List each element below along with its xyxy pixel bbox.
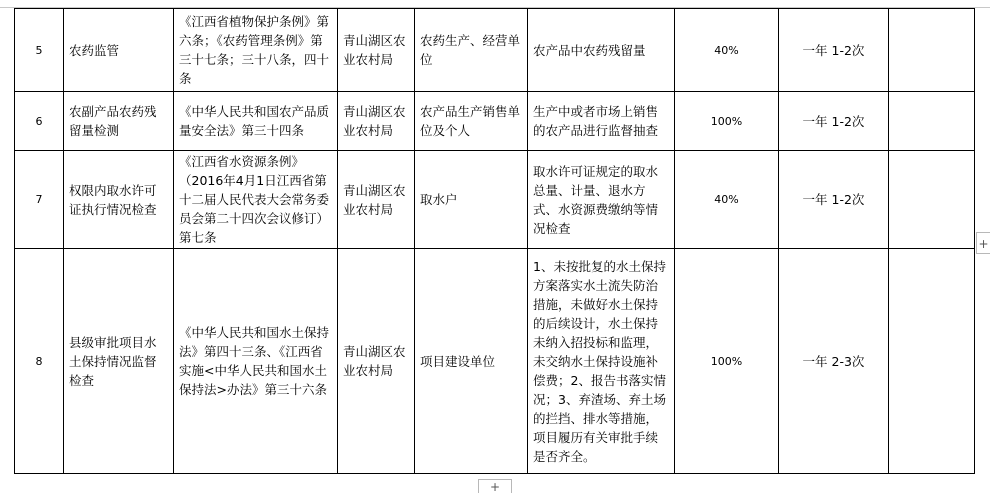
table-row	[15, 92, 975, 151]
plus-icon: +	[489, 480, 501, 493]
table-row	[15, 151, 975, 249]
table-row	[15, 9, 975, 92]
inspection-frequency: 一年 1-2次	[779, 92, 889, 151]
row-number: 5	[15, 9, 64, 92]
inspection-ratio: 40%	[675, 9, 779, 92]
legal-basis: 《江西省水资源条例》（2016年4月1日江西省第十二届人民代表大会常务委员会第二十四次会议修订）第七条	[174, 151, 338, 249]
inspection-object: 农产品生产销售单位及个人	[415, 92, 528, 151]
inspection-frequency: 一年 1-2次	[779, 151, 889, 249]
inspection-ratio: 100%	[675, 92, 779, 151]
add-row-button[interactable]	[478, 479, 512, 493]
empty-cell	[889, 249, 975, 474]
inspection-object: 项目建设单位	[415, 249, 528, 474]
inspection-object: 取水户	[415, 151, 528, 249]
inspection-frequency: 一年 1-2次	[779, 9, 889, 92]
row-number: 7	[15, 151, 64, 249]
plus-icon: +	[978, 237, 989, 251]
inspection-ratio: 100%	[675, 249, 779, 474]
inspection-content: 1、未按批复的水土保持方案落实水土流失防治措施，未做好水土保持的后续设计，水土保持未纳入招投标和监理，未交纳水土保持设施补偿费；2、报告书落实情况；3、弃渣场、弃土场的拦挡、排水等措施，项目履历有关审批手续是否齐全。	[528, 249, 675, 474]
inspection-content: 生产中或者市场上销售的农产品进行监督抽查	[528, 92, 675, 151]
empty-cell	[889, 151, 975, 249]
department: 青山湖区农业农村局	[338, 249, 415, 474]
inspection-content: 取水许可证规定的取水总量、计量、退水方式、水资源费缴纳等情况检查	[528, 151, 675, 249]
department: 青山湖区农业农村局	[338, 151, 415, 249]
department: 青山湖区农业农村局	[338, 92, 415, 151]
empty-cell	[889, 9, 975, 92]
table-row	[15, 249, 975, 474]
row-number: 6	[15, 92, 64, 151]
department: 青山湖区农业农村局	[338, 9, 415, 92]
empty-cell	[889, 92, 975, 151]
legal-basis: 《江西省植物保护条例》第六条；《农药管理条例》第三十七条；三十八条，四十条	[174, 9, 338, 92]
legal-basis: 《中华人民共和国农产品质量安全法》第三十四条	[174, 92, 338, 151]
inspection-frequency: 一年 2-3次	[779, 249, 889, 474]
inspection-item: 县级审批项目水土保持情况监督检查	[64, 249, 174, 474]
add-column-button[interactable]	[976, 232, 990, 254]
inspection-object: 农药生产、经营单位	[415, 9, 528, 92]
inspection-item: 农药监管	[64, 9, 174, 92]
row-number: 8	[15, 249, 64, 474]
inspection-content: 农产品中农药残留量	[528, 9, 675, 92]
inspection-ratio: 40%	[675, 151, 779, 249]
inspection-item: 权限内取水许可证执行情况检查	[64, 151, 174, 249]
inspection-table	[14, 8, 975, 474]
inspection-item: 农副产品农药残留量检测	[64, 92, 174, 151]
legal-basis: 《中华人民共和国水土保持法》第四十三条、《江西省实施<中华人民共和国水土保持法>办法》第三十六条	[174, 249, 338, 474]
